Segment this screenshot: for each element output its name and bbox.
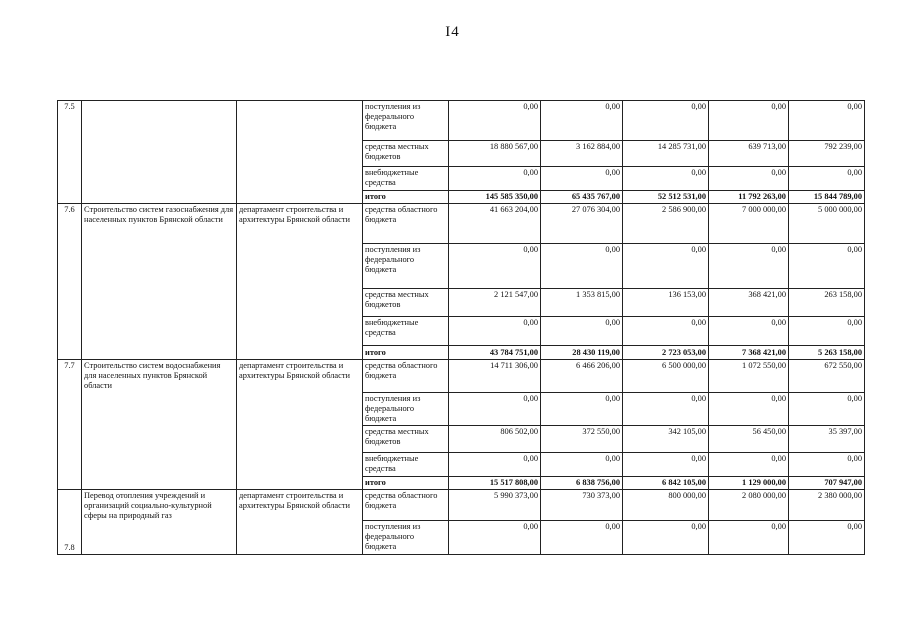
amount-cell: 707 947,00 [789, 477, 865, 490]
amount-cell: 7 368 421,00 [709, 346, 789, 360]
amount-cell: 2 121 547,00 [449, 289, 541, 317]
amount-cell: 3 162 884,00 [541, 141, 623, 167]
amount-cell: 35 397,00 [789, 426, 865, 453]
amount-cell: 0,00 [449, 393, 541, 426]
row-index: 7.8 [58, 490, 82, 555]
amount-cell: 0,00 [449, 101, 541, 141]
amount-cell: 0,00 [623, 317, 709, 346]
measure-name: Строительство систем водоснабжения для населенных пунктов Брянской области [82, 360, 237, 490]
budget-table-body [58, 101, 865, 555]
amount-cell: 1 129 000,00 [709, 477, 789, 490]
table-row [58, 204, 865, 244]
responsible-department: департамент строительства и архитектуры Брянской области [237, 204, 363, 360]
amount-cell: 65 435 767,00 [541, 191, 623, 204]
amount-cell: 0,00 [623, 521, 709, 555]
amount-cell: 806 502,00 [449, 426, 541, 453]
funding-source: средства областного бюджета [363, 204, 449, 244]
amount-cell: 6 500 000,00 [623, 360, 709, 393]
amount-cell: 0,00 [541, 393, 623, 426]
funding-source: средства местных бюджетов [363, 141, 449, 167]
row-index: 7.7 [58, 360, 82, 490]
amount-cell: 2 380 000,00 [789, 490, 865, 521]
amount-cell: 2 586 900,00 [623, 204, 709, 244]
amount-cell: 18 880 567,00 [449, 141, 541, 167]
amount-cell: 0,00 [709, 167, 789, 191]
amount-cell: 342 105,00 [623, 426, 709, 453]
funding-source: внебюджетные средства [363, 453, 449, 477]
amount-cell: 792 239,00 [789, 141, 865, 167]
funding-source: внебюджетные средства [363, 167, 449, 191]
amount-cell: 0,00 [541, 317, 623, 346]
amount-cell: 0,00 [449, 521, 541, 555]
amount-cell: 5 000 000,00 [789, 204, 865, 244]
table-row [58, 101, 865, 141]
amount-cell: 6 842 105,00 [623, 477, 709, 490]
amount-cell: 0,00 [789, 521, 865, 555]
amount-cell: 0,00 [623, 244, 709, 289]
amount-cell: 372 550,00 [541, 426, 623, 453]
amount-cell: 0,00 [623, 393, 709, 426]
amount-cell: 56 450,00 [709, 426, 789, 453]
amount-cell: 0,00 [789, 244, 865, 289]
total-label: итого [363, 477, 449, 490]
amount-cell: 27 076 304,00 [541, 204, 623, 244]
amount-cell: 0,00 [449, 167, 541, 191]
amount-cell: 0,00 [541, 244, 623, 289]
amount-cell: 0,00 [449, 317, 541, 346]
amount-cell: 14 285 731,00 [623, 141, 709, 167]
amount-cell: 6 838 756,00 [541, 477, 623, 490]
amount-cell: 14 711 306,00 [449, 360, 541, 393]
amount-cell: 730 373,00 [541, 490, 623, 521]
amount-cell: 0,00 [623, 101, 709, 141]
funding-source: поступления из федерального бюджета [363, 101, 449, 141]
amount-cell: 15 517 808,00 [449, 477, 541, 490]
amount-cell: 0,00 [789, 453, 865, 477]
measure-name [82, 101, 237, 204]
amount-cell: 43 784 751,00 [449, 346, 541, 360]
funding-source: средства областного бюджета [363, 490, 449, 521]
amount-cell: 136 153,00 [623, 289, 709, 317]
amount-cell: 672 550,00 [789, 360, 865, 393]
amount-cell: 11 792 263,00 [709, 191, 789, 204]
total-label: итого [363, 346, 449, 360]
row-index: 7.6 [58, 204, 82, 360]
amount-cell: 1 353 815,00 [541, 289, 623, 317]
responsible-department [237, 101, 363, 204]
measure-name: Строительство систем газоснабжения для населенных пунктов Брянской области [82, 204, 237, 360]
funding-source: поступления из федерального бюджета [363, 521, 449, 555]
total-label: итого [363, 191, 449, 204]
funding-source: средства местных бюджетов [363, 289, 449, 317]
page-number: I4 [445, 24, 460, 40]
table-row [58, 360, 865, 393]
amount-cell: 2 723 053,00 [623, 346, 709, 360]
amount-cell: 0,00 [541, 521, 623, 555]
amount-cell: 6 466 206,00 [541, 360, 623, 393]
amount-cell: 0,00 [789, 317, 865, 346]
amount-cell: 0,00 [449, 453, 541, 477]
row-index: 7.5 [58, 101, 82, 204]
amount-cell: 0,00 [709, 317, 789, 346]
amount-cell: 0,00 [789, 393, 865, 426]
amount-cell: 5 990 373,00 [449, 490, 541, 521]
amount-cell: 0,00 [709, 453, 789, 477]
funding-source: средства местных бюджетов [363, 426, 449, 453]
amount-cell: 1 072 550,00 [709, 360, 789, 393]
amount-cell: 263 158,00 [789, 289, 865, 317]
amount-cell: 0,00 [541, 101, 623, 141]
amount-cell: 0,00 [709, 244, 789, 289]
amount-cell: 639 713,00 [709, 141, 789, 167]
funding-source: поступления из федерального бюджета [363, 393, 449, 426]
amount-cell: 7 000 000,00 [709, 204, 789, 244]
amount-cell: 0,00 [709, 521, 789, 555]
amount-cell: 0,00 [541, 167, 623, 191]
amount-cell: 145 585 350,00 [449, 191, 541, 204]
amount-cell: 0,00 [449, 244, 541, 289]
amount-cell: 15 844 789,00 [789, 191, 865, 204]
amount-cell: 0,00 [541, 453, 623, 477]
amount-cell: 800 000,00 [623, 490, 709, 521]
responsible-department: департамент строительства и архитектуры Брянской области [237, 360, 363, 490]
amount-cell: 28 430 119,00 [541, 346, 623, 360]
amount-cell: 0,00 [623, 167, 709, 191]
funding-source: средства областного бюджета [363, 360, 449, 393]
amount-cell: 0,00 [709, 101, 789, 141]
amount-cell: 5 263 158,00 [789, 346, 865, 360]
amount-cell: 0,00 [789, 167, 865, 191]
amount-cell: 368 421,00 [709, 289, 789, 317]
amount-cell: 2 080 000,00 [709, 490, 789, 521]
amount-cell: 0,00 [623, 453, 709, 477]
amount-cell: 0,00 [709, 393, 789, 426]
amount-cell: 0,00 [789, 101, 865, 141]
measure-name: Перевод отопления учреждений и организаций социально-культурной сферы на природный газ [82, 490, 237, 555]
table-row [58, 490, 865, 521]
budget-table [57, 100, 865, 555]
funding-source: поступления из федерального бюджета [363, 244, 449, 289]
responsible-department: департамент строительства и архитектуры Брянской области [237, 490, 363, 555]
amount-cell: 41 663 204,00 [449, 204, 541, 244]
amount-cell: 52 512 531,00 [623, 191, 709, 204]
funding-source: внебюджетные средства [363, 317, 449, 346]
